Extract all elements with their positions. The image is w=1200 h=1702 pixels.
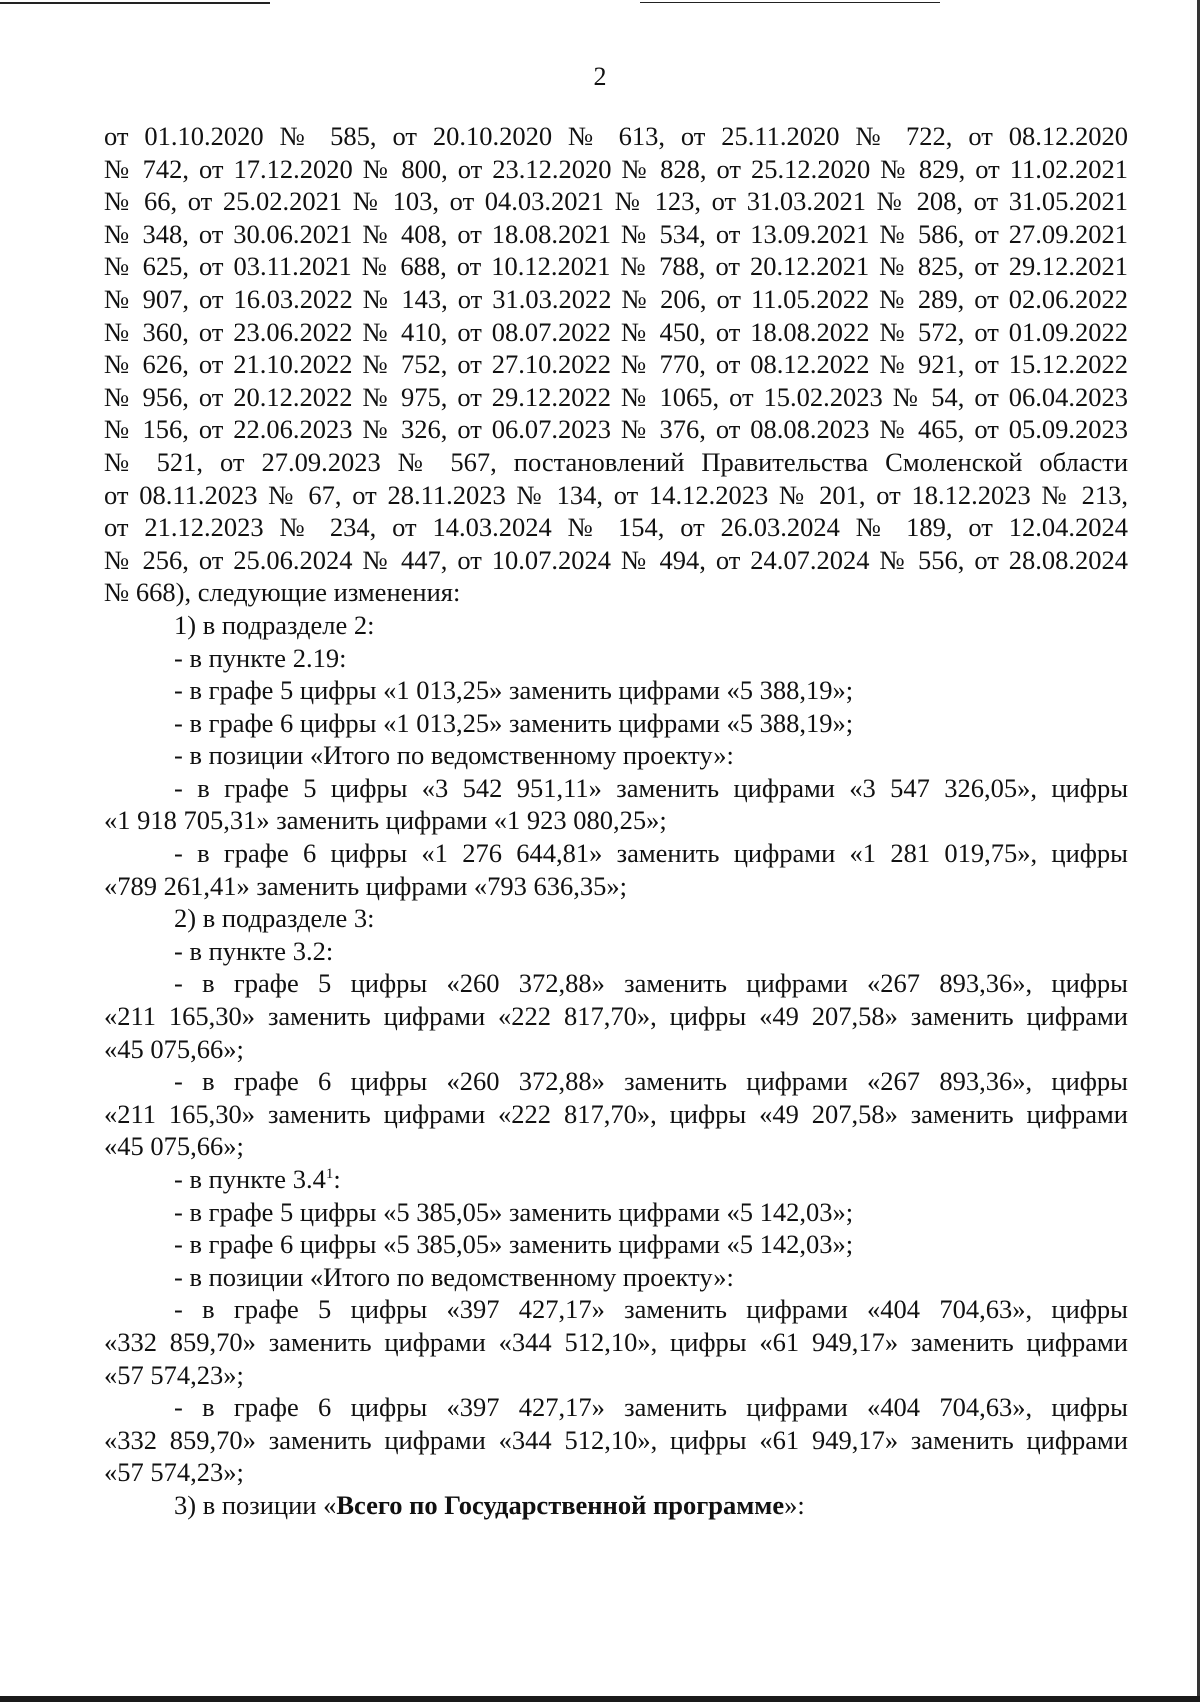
list-item: - в пункте 3.2:: [174, 935, 334, 966]
list-item-text: :: [333, 1164, 341, 1194]
list-item-text: 3) в позиции «: [174, 1489, 337, 1520]
list-item: - в графе 5 цифры «1 013,25» заменить цифрами «5 388,19»;: [174, 675, 854, 706]
text-line: «211 165,30» заменить цифрами «222 817,70», цифры «49 207,58» заменить цифрами: [104, 1001, 1128, 1032]
text-line: № 626, от 21.10.2022 № 752, от 27.10.2022 № 770, от 08.12.2022 № 921, от 15.12.2022: [104, 349, 1128, 380]
text-line: от 01.10.2020 № 585, от 20.10.2020 № 613, от 25.11.2020 № 722, от 08.12.2020: [104, 121, 1128, 151]
text-line: «211 165,30» заменить цифрами «222 817,70», цифры «49 207,58» заменить цифрами: [104, 1098, 1128, 1129]
text-line: № 360, от 23.06.2022 № 410, от 08.07.2022 № 450, от 18.08.2022 № 572, от 01.09.2022: [104, 316, 1128, 347]
document-body: [104, 120, 1128, 1522]
list-item: - в графе 6 цифры «5 385,05» заменить цифрами «5 142,03»;: [174, 1229, 854, 1260]
text-line: «57 574,23»;: [104, 1457, 244, 1488]
list-item: - в графе 5 цифры «260 372,88» заменить цифрами «267 893,36», цифры: [174, 968, 1128, 999]
list-item: [104, 1489, 1128, 1522]
list-item: - в графе 6 цифры «260 372,88» заменить цифрами «267 893,36», цифры: [174, 1066, 1128, 1097]
list-item: - в графе 5 цифры «5 385,05» заменить цифрами «5 142,03»;: [174, 1196, 854, 1227]
text-line: «45 075,66»;: [104, 1131, 244, 1162]
text-line: «57 574,23»;: [104, 1359, 244, 1390]
list-item: - в позиции «Итого по ведомственному проекту»:: [174, 740, 734, 771]
text-line: от 21.12.2023 № 234, от 14.03.2024 № 154, от 26.03.2024 № 189, от 12.04.2024: [104, 512, 1128, 543]
list-item-text: - в пункте 3.4: [174, 1164, 326, 1194]
text-line: № 907, от 16.03.2022 № 143, от 31.03.2022 № 206, от 11.05.2022 № 289, от 02.06.2022: [104, 283, 1128, 314]
list-item: - в пункте 2.19:: [174, 642, 347, 673]
text-line: № 668), следующие изменения:: [104, 577, 461, 608]
text-line: «332 859,70» заменить цифрами «344 512,10», цифры «61 949,17» заменить цифрами: [104, 1424, 1128, 1455]
list-item: [104, 1163, 1128, 1196]
list-item: - в позиции «Итого по ведомственному проекту»:: [174, 1261, 734, 1292]
text-line: № 625, от 03.11.2021 № 688, от 10.12.2021 № 788, от 20.12.2021 № 825, от 29.12.2021: [104, 251, 1128, 282]
text-line: «45 075,66»;: [104, 1033, 244, 1064]
text-line: № 256, от 25.06.2024 № 447, от 10.07.2024 № 494, от 24.07.2024 № 556, от 28.08.2024: [104, 544, 1128, 575]
text-line: № 956, от 20.12.2022 № 975, от 29.12.2022 № 1065, от 15.02.2023 № 54, от 06.04.2023: [104, 381, 1128, 412]
list-item: - в графе 6 цифры «397 427,17» заменить цифрами «404 704,63», цифры: [174, 1392, 1128, 1423]
bold-phrase: Всего по Государственной программе: [336, 1489, 785, 1520]
text-line: «332 859,70» заменить цифрами «344 512,10», цифры «61 949,17» заменить цифрами: [104, 1326, 1128, 1357]
scan-edge-bottom: [0, 1696, 1200, 1702]
text-line: № 348, от 30.06.2021 № 408, от 18.08.2021 № 534, от 13.09.2021 № 586, от 27.09.2021: [104, 218, 1128, 249]
text-line: от 08.11.2023 № 67, от 28.11.2023 № 134, от 14.12.2023 № 201, от 18.12.2023 № 213,: [104, 479, 1128, 510]
text-line: «1 918 705,31» заменить цифрами «1 923 080,25»;: [104, 805, 667, 836]
scan-mark: [640, 2, 940, 3]
list-item: - в графе 6 цифры «1 013,25» заменить цифрами «5 388,19»;: [174, 707, 854, 738]
text-line: № 156, от 22.06.2023 № 326, от 06.07.2023 № 376, от 08.08.2023 № 465, от 05.09.2023: [104, 414, 1128, 445]
text-line: № 66, от 25.02.2021 № 103, от 04.03.2021 № 123, от 31.03.2021 № 208, от 31.05.2021: [104, 186, 1128, 217]
list-item-text: »:: [784, 1489, 805, 1520]
page-number: 2: [593, 62, 607, 91]
text-line: № 521, от 27.09.2023 № 567, постановлений Правительства Смоленской области: [104, 446, 1128, 477]
list-item: - в графе 5 цифры «3 542 951,11» заменить цифрами «3 547 326,05», цифры: [174, 772, 1128, 803]
list-item: 1) в подразделе 2:: [174, 609, 375, 640]
list-item: - в графе 5 цифры «397 427,17» заменить цифрами «404 704,63», цифры: [174, 1294, 1128, 1325]
list-item: 2) в подразделе 3:: [174, 903, 375, 934]
superscript: 1: [325, 1166, 334, 1182]
text-line: «789 261,41» заменить цифрами «793 636,35»;: [104, 870, 628, 901]
scan-edge-top: [0, 0, 1200, 6]
list-item: - в графе 6 цифры «1 276 644,81» заменить цифрами «1 281 019,75», цифры: [174, 838, 1128, 869]
scan-mark: [0, 2, 270, 4]
text-line: № 742, от 17.12.2020 № 800, от 23.12.2020 № 828, от 25.12.2020 № 829, от 11.02.2021: [104, 153, 1128, 184]
